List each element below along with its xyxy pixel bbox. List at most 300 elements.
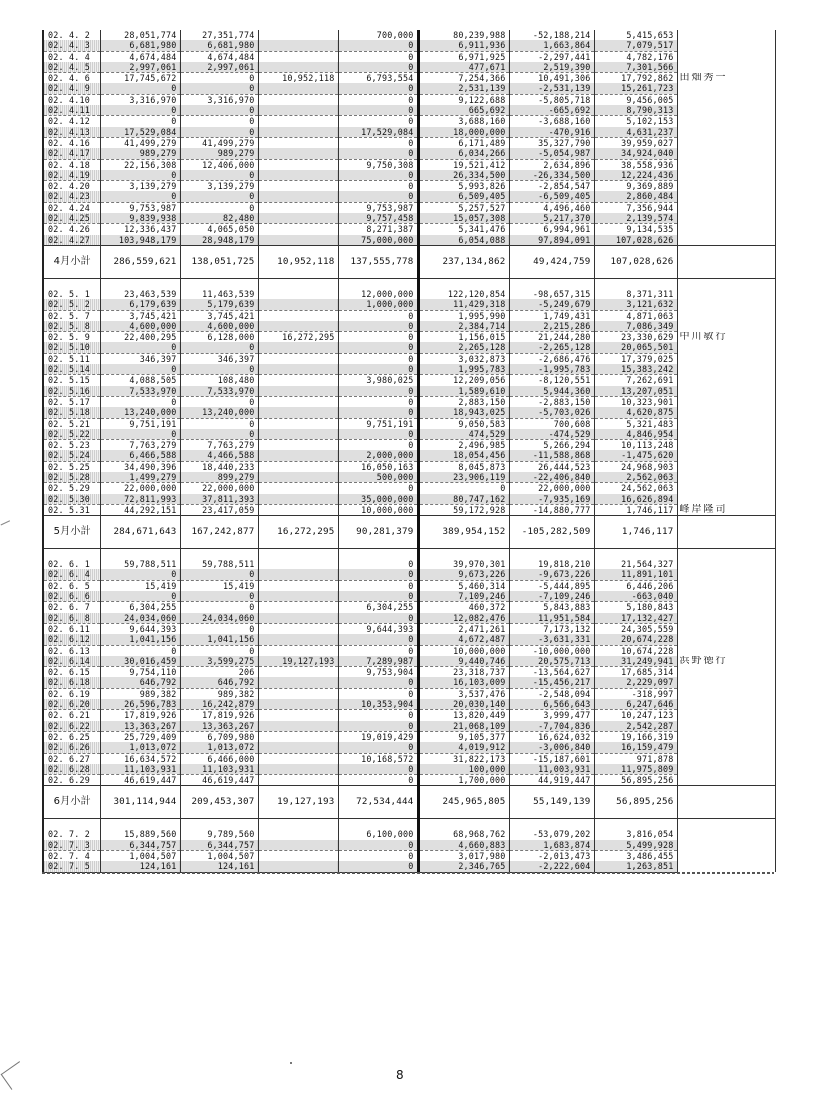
loan-cell: 0 bbox=[338, 569, 418, 580]
loan-cell: 0 bbox=[338, 321, 418, 332]
cash-cell: 2,997,061 bbox=[180, 62, 258, 73]
cash-cell: 0 bbox=[180, 623, 258, 634]
total-cell: 17,745,672 bbox=[100, 73, 180, 84]
balance-change-cell: -8,120,551 bbox=[509, 375, 594, 386]
loan-cell: 17,529,084 bbox=[338, 127, 418, 138]
balance-cell: 971,878 bbox=[594, 753, 677, 764]
total-cell: 26,596,783 bbox=[100, 699, 180, 710]
balance-cell: 24,968,903 bbox=[594, 461, 677, 472]
ledger-row bbox=[43, 851, 775, 862]
transfer-cell bbox=[258, 51, 338, 62]
cash-cell: 0 bbox=[180, 105, 258, 116]
date-cell: 02. 5.25 bbox=[43, 461, 100, 472]
balance-cell: 8,790,313 bbox=[594, 105, 677, 116]
staff-name-cell bbox=[677, 429, 775, 440]
ledger-sheet bbox=[42, 30, 774, 873]
cash-cell: 0 bbox=[180, 191, 258, 202]
staff-name-cell bbox=[677, 569, 775, 580]
loan-cell: 3,980,025 bbox=[338, 375, 418, 386]
staff-name-cell bbox=[677, 127, 775, 138]
section-gap bbox=[43, 549, 775, 560]
balance-change-cell: 700,608 bbox=[509, 418, 594, 429]
payment-cell: 2,496,985 bbox=[418, 440, 509, 451]
payment-cell: 6,171,489 bbox=[418, 137, 509, 148]
balance-change-cell: -6,509,405 bbox=[509, 191, 594, 202]
balance-change-cell: -665,692 bbox=[509, 105, 594, 116]
balance-change-cell: 3,999,477 bbox=[509, 710, 594, 721]
gap-cell bbox=[180, 819, 258, 830]
total-cell: 9,644,393 bbox=[100, 623, 180, 634]
total-cell: 0 bbox=[100, 83, 180, 94]
transfer-cell bbox=[258, 613, 338, 624]
transfer-cell bbox=[258, 375, 338, 386]
transfer-cell bbox=[258, 429, 338, 440]
payment-cell: 39,970,301 bbox=[418, 559, 509, 569]
date-cell: 02. 5.28 bbox=[43, 472, 100, 483]
loan-cell: 0 bbox=[338, 342, 418, 353]
balance-cell: 20,674,228 bbox=[594, 634, 677, 645]
total-cell: 15,419 bbox=[100, 580, 180, 591]
date-cell: 02. 4.11 bbox=[43, 105, 100, 116]
transfer-cell bbox=[258, 105, 338, 116]
transfer-cell bbox=[258, 148, 338, 159]
cash-cell: 7,763,279 bbox=[180, 440, 258, 451]
balance-cell: -1,475,620 bbox=[594, 450, 677, 461]
loan-cell: 7,289,987 bbox=[338, 656, 418, 667]
transfer-cell bbox=[258, 840, 338, 851]
payment-cell: 237,134,862 bbox=[418, 245, 509, 278]
payment-cell: 6,509,405 bbox=[418, 191, 509, 202]
date-cell: 02. 5. 7 bbox=[43, 310, 100, 321]
ledger-row bbox=[43, 332, 775, 343]
loan-cell: 9,750,308 bbox=[338, 159, 418, 170]
total-cell: 3,316,970 bbox=[100, 94, 180, 105]
transfer-cell bbox=[258, 742, 338, 753]
balance-cell: 38,558,936 bbox=[594, 159, 677, 170]
cash-cell: 82,480 bbox=[180, 213, 258, 224]
date-cell: 02. 7. 4 bbox=[43, 851, 100, 862]
staff-name-cell bbox=[677, 202, 775, 213]
balance-change-cell: -3,631,331 bbox=[509, 634, 594, 645]
ledger-row bbox=[43, 688, 775, 699]
total-cell: 16,634,572 bbox=[100, 753, 180, 764]
cash-cell: 899,279 bbox=[180, 472, 258, 483]
loan-cell: 1,000,000 bbox=[338, 299, 418, 310]
cash-cell: 4,674,484 bbox=[180, 51, 258, 62]
cash-cell: 41,499,279 bbox=[180, 137, 258, 148]
balance-cell: 31,249,941 bbox=[594, 656, 677, 667]
date-cell: 02. 5.30 bbox=[43, 494, 100, 505]
ledger-row bbox=[43, 181, 775, 192]
loan-cell: 10,000,000 bbox=[338, 504, 418, 515]
staff-name-cell bbox=[677, 407, 775, 418]
balance-change-cell: -53,079,202 bbox=[509, 829, 594, 839]
balance-change-cell: -22,406,840 bbox=[509, 472, 594, 483]
balance-change-cell: -52,188,214 bbox=[509, 30, 594, 40]
cash-cell: 4,600,000 bbox=[180, 321, 258, 332]
date-cell: 02. 5. 1 bbox=[43, 289, 100, 299]
total-cell: 30,016,459 bbox=[100, 656, 180, 667]
loan-cell: 0 bbox=[338, 116, 418, 127]
payment-cell: 18,943,025 bbox=[418, 407, 509, 418]
total-cell: 13,240,000 bbox=[100, 407, 180, 418]
total-cell: 103,948,179 bbox=[100, 235, 180, 246]
gap-cell bbox=[509, 278, 594, 289]
ledger-row bbox=[43, 386, 775, 397]
gap-cell bbox=[418, 819, 509, 830]
payment-cell: 9,050,583 bbox=[418, 418, 509, 429]
balance-change-cell: 20,575,713 bbox=[509, 656, 594, 667]
balance-cell: 5,321,483 bbox=[594, 418, 677, 429]
staff-name-cell bbox=[677, 159, 775, 170]
total-cell: 46,619,447 bbox=[100, 775, 180, 786]
cash-cell: 0 bbox=[180, 170, 258, 181]
balance-change-cell: -5,703,026 bbox=[509, 407, 594, 418]
ledger-row bbox=[43, 364, 775, 375]
balance-cell: 8,371,311 bbox=[594, 289, 677, 299]
cash-cell: 6,709,980 bbox=[180, 731, 258, 742]
date-cell: 02. 7. 5 bbox=[43, 861, 100, 872]
transfer-cell bbox=[258, 181, 338, 192]
date-cell: 02. 5.10 bbox=[43, 342, 100, 353]
total-cell: 0 bbox=[100, 191, 180, 202]
total-cell: 22,156,308 bbox=[100, 159, 180, 170]
balance-cell: 17,132,427 bbox=[594, 613, 677, 624]
payment-cell: 31,822,173 bbox=[418, 753, 509, 764]
transfer-cell bbox=[258, 224, 338, 235]
cash-cell: 11,463,539 bbox=[180, 289, 258, 299]
gap-cell bbox=[43, 278, 100, 289]
loan-cell: 0 bbox=[338, 483, 418, 494]
cash-cell: 346,397 bbox=[180, 353, 258, 364]
loan-cell: 72,534,444 bbox=[338, 786, 418, 819]
balance-change-cell: 97,894,091 bbox=[509, 235, 594, 246]
date-cell: 02. 4.12 bbox=[43, 116, 100, 127]
payment-cell: 100,000 bbox=[418, 764, 509, 775]
balance-change-cell: 55,149,139 bbox=[509, 786, 594, 819]
total-cell: 0 bbox=[100, 105, 180, 116]
total-cell: 9,754,110 bbox=[100, 667, 180, 678]
date-cell: 5月小計 bbox=[43, 516, 100, 549]
total-cell: 0 bbox=[100, 342, 180, 353]
date-cell: 02. 6. 6 bbox=[43, 591, 100, 602]
balance-change-cell: 5,266,294 bbox=[509, 440, 594, 451]
loan-cell: 0 bbox=[338, 591, 418, 602]
total-cell: 11,103,931 bbox=[100, 764, 180, 775]
gap-cell bbox=[100, 549, 180, 560]
staff-name-cell bbox=[677, 364, 775, 375]
balance-change-cell: 26,444,523 bbox=[509, 461, 594, 472]
total-cell: 9,753,987 bbox=[100, 202, 180, 213]
cash-cell: 28,948,179 bbox=[180, 235, 258, 246]
balance-change-cell: -5,054,987 bbox=[509, 148, 594, 159]
cash-cell: 0 bbox=[180, 396, 258, 407]
staff-name-cell bbox=[677, 353, 775, 364]
ledger-row bbox=[43, 731, 775, 742]
loan-cell: 0 bbox=[338, 94, 418, 105]
date-cell: 02. 5.23 bbox=[43, 440, 100, 451]
total-cell: 4,600,000 bbox=[100, 321, 180, 332]
loan-cell: 0 bbox=[338, 364, 418, 375]
total-cell: 301,114,944 bbox=[100, 786, 180, 819]
total-cell: 0 bbox=[100, 569, 180, 580]
date-cell: 02. 4. 6 bbox=[43, 73, 100, 84]
transfer-cell bbox=[258, 299, 338, 310]
balance-cell: 39,959,027 bbox=[594, 137, 677, 148]
cash-cell: 646,792 bbox=[180, 677, 258, 688]
total-cell: 28,051,774 bbox=[100, 30, 180, 40]
total-cell: 22,400,295 bbox=[100, 332, 180, 343]
cash-cell: 23,417,059 bbox=[180, 504, 258, 515]
transfer-cell bbox=[258, 440, 338, 451]
transfer-cell bbox=[258, 342, 338, 353]
staff-name-cell bbox=[677, 559, 775, 569]
gap-cell bbox=[258, 819, 338, 830]
payment-cell: 6,034,266 bbox=[418, 148, 509, 159]
staff-name-cell bbox=[677, 580, 775, 591]
balance-change-cell: 7,173,132 bbox=[509, 623, 594, 634]
balance-change-cell: 11,003,931 bbox=[509, 764, 594, 775]
transfer-cell bbox=[258, 688, 338, 699]
total-cell: 41,499,279 bbox=[100, 137, 180, 148]
ledger-body bbox=[43, 30, 775, 872]
total-cell: 7,533,970 bbox=[100, 386, 180, 397]
ledger-row bbox=[43, 375, 775, 386]
date-cell: 02. 6.21 bbox=[43, 710, 100, 721]
transfer-cell bbox=[258, 235, 338, 246]
balance-change-cell: -11,588,868 bbox=[509, 450, 594, 461]
gap-cell bbox=[677, 549, 775, 560]
date-cell: 02. 5.24 bbox=[43, 450, 100, 461]
gap-cell bbox=[677, 278, 775, 289]
balance-change-cell: -1,995,783 bbox=[509, 364, 594, 375]
balance-change-cell: 10,491,306 bbox=[509, 73, 594, 84]
ledger-row bbox=[43, 461, 775, 472]
cash-cell: 1,013,072 bbox=[180, 742, 258, 753]
date-cell: 02. 7. 3 bbox=[43, 840, 100, 851]
date-cell: 02. 4. 9 bbox=[43, 83, 100, 94]
date-cell: 02. 7. 2 bbox=[43, 829, 100, 839]
cash-cell: 24,034,060 bbox=[180, 613, 258, 624]
transfer-cell bbox=[258, 289, 338, 299]
balance-cell: 23,330,629 bbox=[594, 332, 677, 343]
ledger-row bbox=[43, 591, 775, 602]
balance-change-cell: 35,327,790 bbox=[509, 137, 594, 148]
balance-cell: 19,166,319 bbox=[594, 731, 677, 742]
balance-cell: 5,102,153 bbox=[594, 116, 677, 127]
staff-name-cell bbox=[677, 191, 775, 202]
ledger-row bbox=[43, 116, 775, 127]
balance-change-cell: -98,657,315 bbox=[509, 289, 594, 299]
loan-cell: 0 bbox=[338, 742, 418, 753]
gap-cell bbox=[338, 819, 418, 830]
transfer-cell bbox=[258, 40, 338, 51]
loan-cell: 0 bbox=[338, 353, 418, 364]
balance-cell: 1,746,117 bbox=[594, 504, 677, 515]
staff-name-cell bbox=[677, 289, 775, 299]
balance-cell: 7,262,691 bbox=[594, 375, 677, 386]
loan-cell: 0 bbox=[338, 181, 418, 192]
loan-cell: 0 bbox=[338, 634, 418, 645]
ledger-row bbox=[43, 569, 775, 580]
total-cell: 4,088,505 bbox=[100, 375, 180, 386]
ledger-row bbox=[43, 62, 775, 73]
balance-cell: 3,121,632 bbox=[594, 299, 677, 310]
loan-cell: 0 bbox=[338, 386, 418, 397]
date-cell: 02. 4.17 bbox=[43, 148, 100, 159]
cash-cell: 0 bbox=[180, 202, 258, 213]
loan-cell: 500,000 bbox=[338, 472, 418, 483]
balance-change-cell: 5,944,360 bbox=[509, 386, 594, 397]
subtotal-row bbox=[43, 245, 775, 278]
total-cell: 1,499,279 bbox=[100, 472, 180, 483]
balance-cell: 2,542,287 bbox=[594, 721, 677, 732]
balance-change-cell: -2,013,473 bbox=[509, 851, 594, 862]
staff-name-cell bbox=[677, 786, 775, 819]
transfer-cell bbox=[258, 191, 338, 202]
staff-name-cell bbox=[677, 602, 775, 613]
balance-change-cell: -15,456,217 bbox=[509, 677, 594, 688]
payment-cell: 68,968,762 bbox=[418, 829, 509, 839]
ledger-row bbox=[43, 753, 775, 764]
ledger-row bbox=[43, 429, 775, 440]
ledger-row bbox=[43, 613, 775, 624]
cash-cell: 0 bbox=[180, 418, 258, 429]
staff-name-cell bbox=[677, 634, 775, 645]
total-cell: 284,671,643 bbox=[100, 516, 180, 549]
cash-cell: 6,344,757 bbox=[180, 840, 258, 851]
cash-cell: 9,789,560 bbox=[180, 829, 258, 839]
transfer-cell bbox=[258, 591, 338, 602]
balance-change-cell: -105,282,509 bbox=[509, 516, 594, 549]
payment-cell: 2,265,128 bbox=[418, 342, 509, 353]
ledger-row bbox=[43, 829, 775, 839]
staff-name-cell bbox=[677, 386, 775, 397]
balance-change-cell: 11,951,584 bbox=[509, 613, 594, 624]
staff-name-cell bbox=[677, 483, 775, 494]
staff-name-cell bbox=[677, 742, 775, 753]
payment-cell: 4,672,487 bbox=[418, 634, 509, 645]
payment-cell: 474,529 bbox=[418, 429, 509, 440]
ledger-row bbox=[43, 83, 775, 94]
payment-cell: 665,692 bbox=[418, 105, 509, 116]
total-cell: 989,382 bbox=[100, 688, 180, 699]
date-cell: 02. 6. 1 bbox=[43, 559, 100, 569]
cash-cell: 7,533,970 bbox=[180, 386, 258, 397]
balance-cell: 15,383,242 bbox=[594, 364, 677, 375]
balance-change-cell: 2,519,390 bbox=[509, 62, 594, 73]
staff-name-cell bbox=[677, 245, 775, 278]
payment-cell: 3,032,873 bbox=[418, 353, 509, 364]
payment-cell: 3,537,476 bbox=[418, 688, 509, 699]
payment-cell: 9,122,688 bbox=[418, 94, 509, 105]
balance-cell: 17,379,025 bbox=[594, 353, 677, 364]
transfer-cell bbox=[258, 418, 338, 429]
ledger-row bbox=[43, 602, 775, 613]
ledger-row bbox=[43, 191, 775, 202]
total-cell: 25,729,409 bbox=[100, 731, 180, 742]
date-cell: 02. 5.29 bbox=[43, 483, 100, 494]
total-cell: 3,745,421 bbox=[100, 310, 180, 321]
ledger-row bbox=[43, 289, 775, 299]
ledger-row bbox=[43, 721, 775, 732]
payment-cell: 0 bbox=[418, 483, 509, 494]
balance-cell: 56,895,256 bbox=[594, 786, 677, 819]
date-cell: 02. 4.19 bbox=[43, 170, 100, 181]
cash-cell: 3,745,421 bbox=[180, 310, 258, 321]
payment-cell: 7,109,246 bbox=[418, 591, 509, 602]
loan-cell: 0 bbox=[338, 613, 418, 624]
transfer-cell bbox=[258, 386, 338, 397]
loan-cell: 2,000,000 bbox=[338, 450, 418, 461]
ledger-row bbox=[43, 127, 775, 138]
payment-cell: 2,346,765 bbox=[418, 861, 509, 872]
transfer-cell bbox=[258, 569, 338, 580]
cash-cell: 22,000,000 bbox=[180, 483, 258, 494]
transfer-cell bbox=[258, 829, 338, 839]
transfer-cell bbox=[258, 580, 338, 591]
ledger-row bbox=[43, 51, 775, 62]
payment-cell: 2,531,139 bbox=[418, 83, 509, 94]
ledger-row bbox=[43, 159, 775, 170]
date-cell: 02. 6.12 bbox=[43, 634, 100, 645]
ledger-row bbox=[43, 450, 775, 461]
balance-cell: 107,028,626 bbox=[594, 235, 677, 246]
scan-mark bbox=[1, 520, 14, 532]
ledger-row bbox=[43, 170, 775, 181]
ledger-row bbox=[43, 30, 775, 40]
payment-cell: 8,045,873 bbox=[418, 461, 509, 472]
transfer-cell bbox=[258, 137, 338, 148]
ledger-row bbox=[43, 418, 775, 429]
payment-cell: 12,082,476 bbox=[418, 613, 509, 624]
total-cell: 1,013,072 bbox=[100, 742, 180, 753]
date-cell: 4月小計 bbox=[43, 245, 100, 278]
payment-cell: 12,209,056 bbox=[418, 375, 509, 386]
loan-cell: 0 bbox=[338, 429, 418, 440]
total-cell: 1,004,507 bbox=[100, 851, 180, 862]
balance-cell: 15,261,723 bbox=[594, 83, 677, 94]
loan-cell: 9,751,191 bbox=[338, 418, 418, 429]
staff-name-cell bbox=[677, 764, 775, 775]
total-cell: 6,681,980 bbox=[100, 40, 180, 51]
gap-cell bbox=[418, 549, 509, 560]
subtotal-row bbox=[43, 516, 775, 549]
total-cell: 3,139,279 bbox=[100, 181, 180, 192]
loan-cell: 0 bbox=[338, 677, 418, 688]
date-cell: 02. 5.17 bbox=[43, 396, 100, 407]
balance-cell: 17,792,862 bbox=[594, 73, 677, 84]
ledger-row bbox=[43, 840, 775, 851]
total-cell: 12,336,437 bbox=[100, 224, 180, 235]
total-cell: 24,034,060 bbox=[100, 613, 180, 624]
date-cell: 02. 4. 5 bbox=[43, 62, 100, 73]
staff-name-cell bbox=[677, 667, 775, 678]
loan-cell: 9,753,904 bbox=[338, 667, 418, 678]
total-cell: 6,466,588 bbox=[100, 450, 180, 461]
balance-cell: 13,207,051 bbox=[594, 386, 677, 397]
date-cell: 02. 4.16 bbox=[43, 137, 100, 148]
loan-cell: 0 bbox=[338, 764, 418, 775]
ledger-row bbox=[43, 353, 775, 364]
date-cell: 02. 5.21 bbox=[43, 418, 100, 429]
staff-name-cell bbox=[677, 440, 775, 451]
loan-cell: 700,000 bbox=[338, 30, 418, 40]
date-cell: 02. 4.25 bbox=[43, 213, 100, 224]
staff-name-cell: 浜野徳行 bbox=[677, 656, 775, 667]
cash-cell: 0 bbox=[180, 116, 258, 127]
staff-name-cell bbox=[677, 613, 775, 624]
